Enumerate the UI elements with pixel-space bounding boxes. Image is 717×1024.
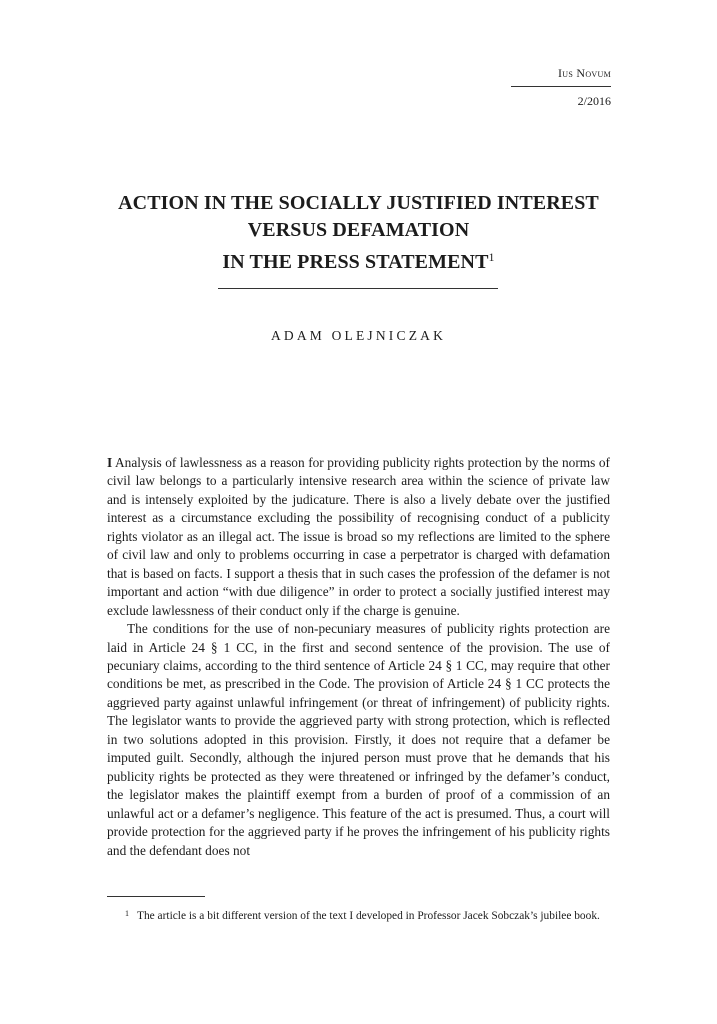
author-name: ADAM OLEJNICZAK [270, 328, 447, 343]
title-line-3 [0, 244, 717, 276]
footnote-mark: 1 [125, 909, 129, 918]
section-marker: I [107, 455, 113, 470]
footnote-divider [107, 896, 205, 897]
paragraph-2: The conditions for the use of non-pecuniary measures of publicity rights protection are laid in Article 24 § 1 CC, in the first and second sentence of the provision. The use of pecuniary claims, according to the third sentence of Article 24 § 1 CC, may require that other conditions be met, as prescribed in the Code. The provision of Article 24 § 1 CC protects the aggrieved party against unlawful infringement (or threat of infringement) of publicity rights. The legislator wants to provide the aggrieved party with strong protection, which is reflected in two solutions adopted in this provision. Firstly, it does not require that a defamer be imputed guilt. Secondly, although the injured person must prove that he demands that his publicity rights be protected as they were threatened or infringed by the defamer’s conduct, the legislator makes the plaintiff exempt from a burden of proof of a commission of an unlawful act or a defamer’s negligence. This feature of the act is presumed. Thus, a court will provide protection for the aggrieved party if he proves the infringement of his publicity rights and the defendant does not [107, 621, 610, 858]
article-title [0, 190, 717, 276]
running-header [511, 66, 611, 109]
article-body [107, 454, 610, 860]
title-line-3-text: IN THE PRESS STATEMENT [222, 251, 489, 273]
footnote-text: The article is a bit different version of the text I developed in Professor Jacek Sobczak’s jubilee book. [137, 910, 600, 922]
title-footnote-mark: 1 [488, 250, 495, 264]
title-divider [218, 288, 498, 289]
title-line-1: ACTION IN THE SOCIALLY JUSTIFIED INTEREST [118, 192, 599, 214]
journal-name: Ius Novum [511, 66, 611, 87]
title-line-2: VERSUS DEFAMATION [247, 219, 470, 241]
footnote [107, 906, 610, 925]
issue-number: 2/2016 [577, 94, 611, 108]
paragraph-1-text: Analysis of lawlessness as a reason for providing publicity rights protection by the norms of civil law belongs to a particularly intensive research area within the science of private law and is intensely exploited by the judicature. There is also a lively debate over the justified interest as a circumstance excluding the possibility of recognising conduct of a publicity rights violator as an illegal act. The issue is broad so my reflections are limited to the sphere of civil law and only to problems occurring in case a perpetrator is charged with defamation that is based on facts. I support a thesis that in such cases the profession of the defamer is not important and action “with due diligence” in order to protect a socially justified interest may exclude lawlessness of their conduct only if the charge is genuine. [107, 455, 610, 618]
paragraph-1 [107, 454, 610, 620]
